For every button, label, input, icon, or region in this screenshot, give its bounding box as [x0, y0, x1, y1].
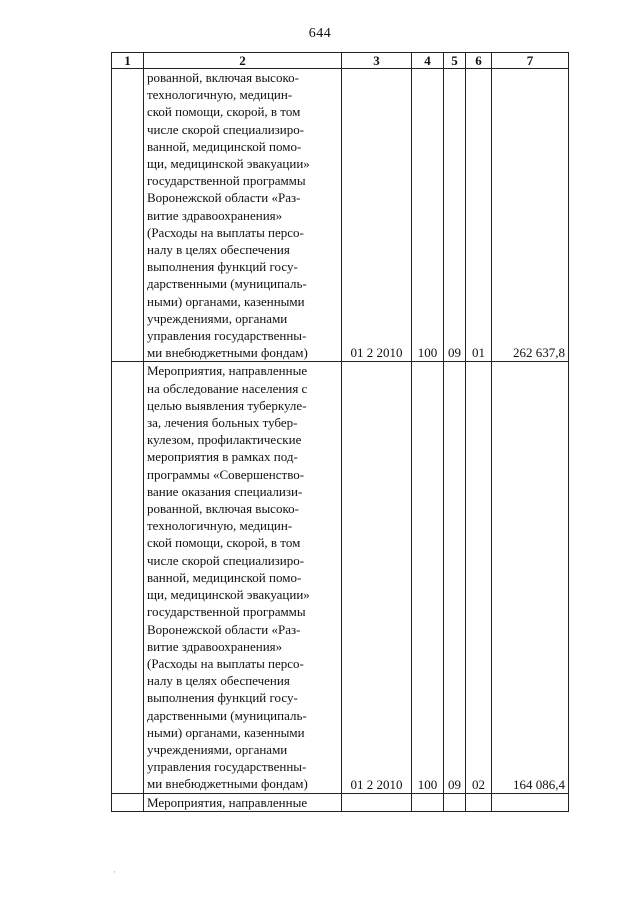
subsection-cell: 01: [466, 69, 492, 362]
target-article-cell: 01 2 2010: [342, 69, 412, 362]
table-row: [112, 362, 569, 793]
amount-cell: [492, 793, 569, 811]
description-line: вание оказания специализи-: [147, 483, 303, 499]
description-line: мероприятия в рамках под-: [147, 449, 298, 465]
description-line: рованной, включая высоко-: [147, 501, 299, 517]
description-line: кулезом, профилактические: [147, 432, 302, 448]
description-line: ванной, медицинской помо-: [147, 569, 302, 585]
description-line: управления государственны-: [147, 759, 307, 775]
description-cell: [144, 69, 342, 362]
scan-mark: ·: [113, 867, 116, 877]
table-header-row: [112, 53, 569, 69]
description-line: целью выявления туберкуле-: [147, 397, 307, 413]
table-body: [112, 69, 569, 812]
description-line: выполнения функций госу-: [147, 690, 298, 706]
description-line: щи, медицинской эвакуации»: [147, 587, 310, 603]
column-header: 2: [144, 53, 342, 69]
description-line: программы «Совершенство-: [147, 466, 305, 482]
description-line: Воронежской области «Раз-: [147, 190, 301, 206]
subsection-cell: [466, 793, 492, 811]
section-cell: 09: [444, 362, 466, 793]
table-row: [112, 69, 569, 362]
column-header: 7: [492, 53, 569, 69]
description-line: (Расходы на выплаты персо-: [147, 224, 304, 240]
section-cell: 09: [444, 69, 466, 362]
column-header: 6: [466, 53, 492, 69]
description-line: государственной программы: [147, 604, 306, 620]
description-line: ской помощи, скорой, в том: [147, 535, 301, 551]
table-row: [112, 793, 569, 811]
description-line: ми внебюджетными фондам): [147, 776, 308, 792]
description-line: учреждениями, органами: [147, 741, 288, 757]
target-article-cell: [342, 793, 412, 811]
budget-table: [111, 52, 569, 812]
description-line: государственной программы: [147, 173, 306, 189]
description-line: выполнения функций госу-: [147, 259, 298, 275]
section-cell: [444, 793, 466, 811]
description-line: дарственными (муниципаль-: [147, 707, 307, 723]
description-line: за, лечения больных тубер-: [147, 415, 298, 431]
expense-type-cell: 100: [412, 362, 444, 793]
column-header: 1: [112, 53, 144, 69]
description-line: числе скорой специализиро-: [147, 121, 305, 137]
column-header: 5: [444, 53, 466, 69]
description-cell: [144, 362, 342, 793]
expense-type-cell: 100: [412, 69, 444, 362]
expense-type-cell: [412, 793, 444, 811]
description-line: (Расходы на выплаты персо-: [147, 655, 304, 671]
description-line: Воронежской области «Раз-: [147, 621, 301, 637]
row-number-cell: [112, 793, 144, 811]
description-line: технологичную, медицин-: [147, 87, 293, 103]
subsection-cell: 02: [466, 362, 492, 793]
description-line: числе скорой специализиро-: [147, 552, 305, 568]
description-line: ской помощи, скорой, в том: [147, 104, 301, 120]
description-line: ванной, медицинской помо-: [147, 138, 302, 154]
amount-cell: 262 637,8: [492, 69, 569, 362]
column-header: 4: [412, 53, 444, 69]
description-line: налу в целях обеспечения: [147, 242, 290, 258]
column-header: 3: [342, 53, 412, 69]
description-cell: [144, 793, 342, 811]
description-line: Мероприятия, направленные: [147, 794, 308, 810]
description-line: учреждениями, органами: [147, 310, 288, 326]
description-line: Мероприятия, направленные: [147, 363, 308, 379]
row-number-cell: [112, 69, 144, 362]
description-line: ми внебюджетными фондам): [147, 345, 308, 361]
description-line: ными) органами, казенными: [147, 724, 305, 740]
description-line: рованной, включая высоко-: [147, 70, 299, 85]
description-line: налу в целях обеспечения: [147, 673, 290, 689]
description-line: ными) органами, казенными: [147, 293, 305, 309]
description-line: управления государственны-: [147, 328, 307, 344]
description-line: витие здравоохранения»: [147, 207, 283, 223]
description-line: дарственными (муниципаль-: [147, 276, 307, 292]
amount-cell: 164 086,4: [492, 362, 569, 793]
description-line: на обследование населения с: [147, 380, 308, 396]
description-line: технологичную, медицин-: [147, 518, 293, 534]
description-line: щи, медицинской эвакуации»: [147, 156, 310, 172]
page-number: 644: [308, 26, 332, 41]
row-number-cell: [112, 362, 144, 793]
target-article-cell: 01 2 2010: [342, 362, 412, 793]
description-line: витие здравоохранения»: [147, 638, 283, 654]
